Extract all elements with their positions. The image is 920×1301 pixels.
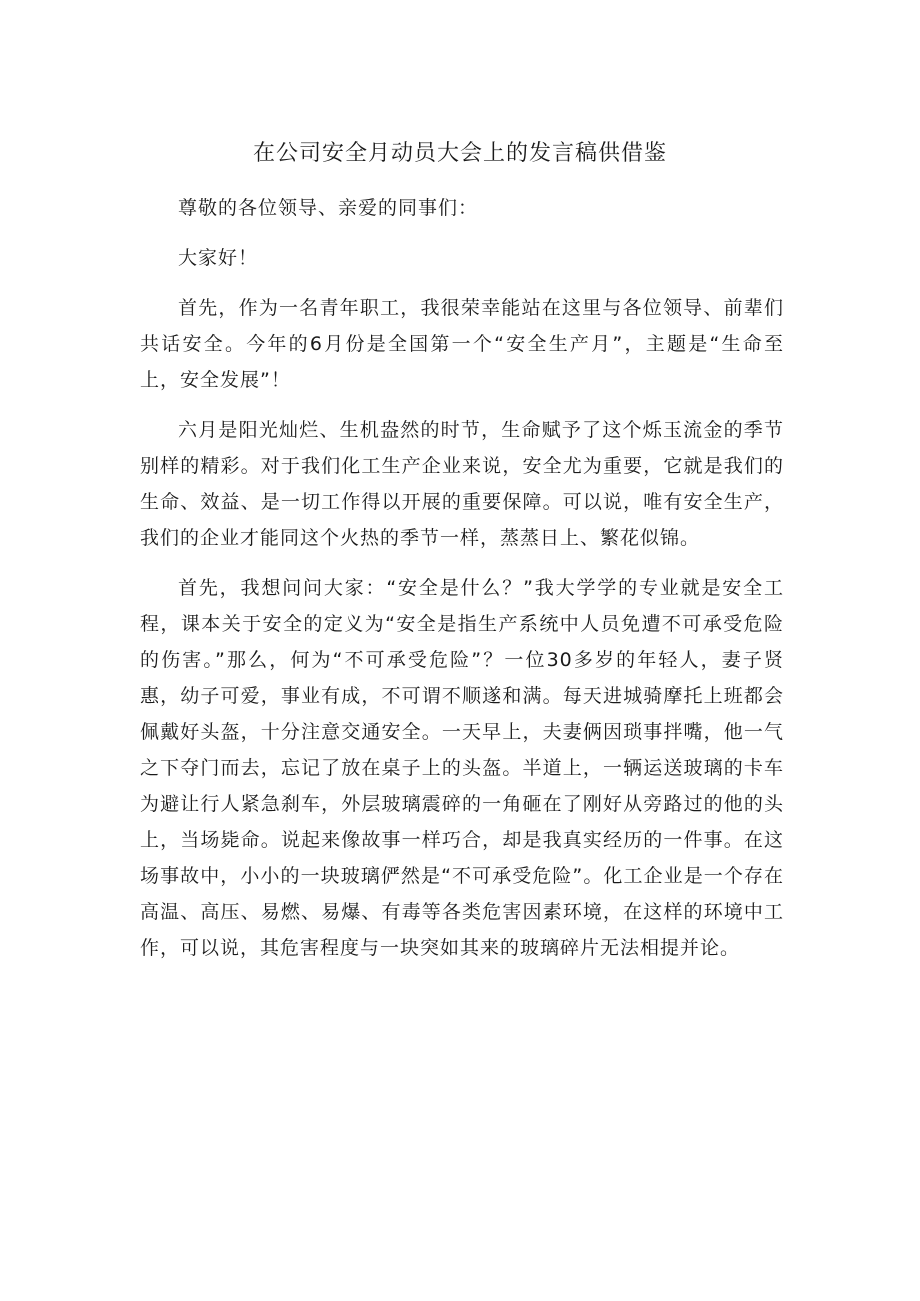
paragraph-what-is-safety: 首先，我想问问大家：“安全是什么？”我大学学的专业就是安全工程，课本关于安全的定义为“安全是指生产系统中人员免遭不可承受危险的伤害。”那么，何为“不可承受危险”？一位30多岁的年轻人，妻子贤惠，幼子可爱，事业有成，不可谓不顺遂和满。每天进城骑摩托上班都会佩戴好头盔，十分注意交通安全。一天早上，夫妻俩因琐事拌嘴，他一气之下夺门而去，忘记了放在桌子上的头盔。半道上，一辆运送玻璃的卡车为避让行人紧急刹车，外层玻璃震碎的一角砸在了刚好从旁路过的他的头上，当场毙命。说起来像故事一样巧合，却是我真实经历的一件事。在这场事故中，小小的一块玻璃俨然是“不可承受危险”。化工企业是一个存在高温、高压、易燃、易爆、有毒等各类危害因素环境，在这样的环境中工作，可以说，其危害程度与一块突如其来的玻璃碎片无法相提并论。 bbox=[140, 577, 784, 959]
paragraph-intro: 首先，作为一名青年职工，我很荣幸能站在这里与各位领导、前辈们共话安全。今年的6月份是全国第一个“安全生产月”，主题是“生命至上，安全发展”！ bbox=[140, 297, 784, 391]
document-body bbox=[140, 190, 784, 980]
paragraph-greeting: 大家好！ bbox=[178, 247, 259, 269]
paragraph-salutation: 尊敬的各位领导、亲爱的同事们： bbox=[178, 197, 479, 219]
paragraph-june: 六月是阳光灿烂、生机盎然的时节，生命赋予了这个烁玉流金的季节别样的精彩。对于我们化工生产企业来说，安全尤为重要，它就是我们的生命、效益、是一切工作得以开展的重要保障。可以说，唯有安全生产，我们的企业才能同这个火热的季节一样，蒸蒸日上、繁花似锦。 bbox=[140, 419, 784, 549]
document-title: 在公司安全月动员大会上的发言稿供借鉴 bbox=[252, 141, 667, 166]
